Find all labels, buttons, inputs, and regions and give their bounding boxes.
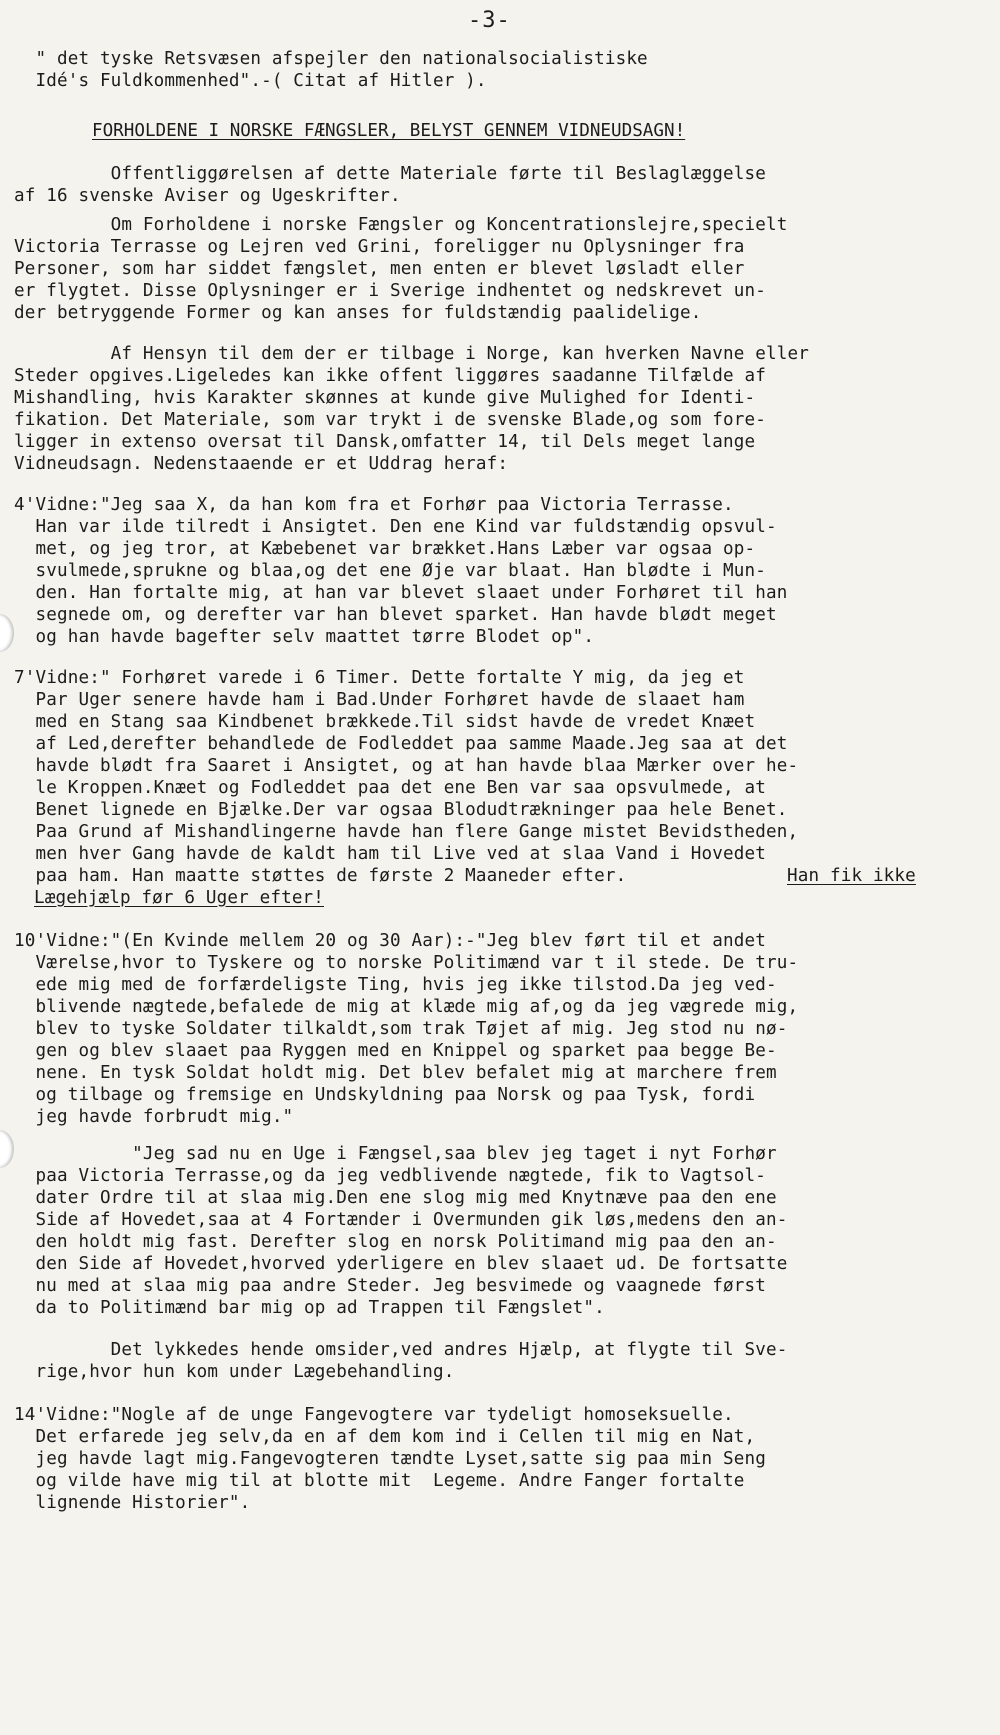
witness-10-statement: 10'Vidne:"(En Kvinde mellem 20 og 30 Aar):-"Jeg blev ført til et andet Værelse,hvor to Tyskere og to norske Politimænd var t il stede. De tru- ede mig med de forfærdeligste Ting, hvis jeg ikke tilstod.Da jeg ved- blivende nægtede,befalede de mig at klæde mig af,og da jeg vægrede mig, blev to tyske Soldater tilkaldt,som trak Tøjet af mig. Jeg stod nu nø- gen og blev slaaet paa Ryggen med en Knippel og sparket paa begge Be- nene. En tysk Soldat holdt mig. Det blev befalet mig at marchere frem og tilbage og fremsige en Undskyldning paa Norsk og paa Tysk, fordi jeg havde forbrudt mig."	[14, 931, 799, 1127]
punch-hole	[0, 614, 14, 652]
witness-7-underlined-a: Han fik ikke	[787, 866, 916, 886]
intro-paragraph-3: Af Hensyn til dem der er tilbage i Norge, kan hverken Navne eller Steder opgives.Ligeledes kan ikke offent liggøres saadanne Tilfælde af Mishandling, hvis Karakter skønnes at kunde give Mulighed for Identi- fikation. Det Materiale, som var trykt i de svenske Blade,og som fore- ligger in extenso oversat til Dansk,omfatter 14, til Dels meget lange Vidneudsagn. Nedenstaaende er et Uddrag heraf:	[14, 344, 809, 474]
witness-10-continuation: "Jeg sad nu en Uge i Fængsel,saa blev jeg taget i nyt Forhør paa Victoria Terrasse,og da jeg vedblivende nægtede, fik to Vagtsol- dater Ordre til at slaa mig.Den ene slog mig med Knytnæve paa den ene Side af Hovedet,saa at 4 Fortænder i Overmunden gik løs,medens den an- den holdt mig fast. Derefter slog en norsk Politimand mig paa den an- den Side af Hovedet,hvorved yderligere en blev slaaet ud. De fortsatte nu med at slaa mig paa andre Steder. Jeg besvimede og vaagnede først da to Politimænd bar mig op ad Trappen til Fængslet".	[35, 1144, 788, 1318]
page-number: -3-	[468, 8, 511, 33]
witness-7-underlined-b: Lægehjælp før 6 Uger efter!	[34, 888, 325, 908]
punch-hole	[0, 1130, 14, 1168]
witness-4-statement: 4'Vidne:"Jeg saa X, da han kom fra et Forhør paa Victoria Terrasse. Han var ilde tilredt i Ansigtet. Den ene Kind var fuldstændig opsvul- met, og jeg tror, at Kæbebenet var brækket.Hans Læber var ogsaa op- svulmede,sprukne og blaa,og det ene Øje var blaat. Han blødte i Mun- den. Han fortalte mig, at han var blevet slaaet under Forhøret til han segnede om, og derefter var han blevet sparket. Han havde blødt meget og han havde bagefter selv maattet tørre Blodet op".	[14, 495, 788, 647]
intro-paragraph-1: Offentliggørelsen af dette Materiale førte til Beslaglæggelse af 16 svenske Aviser og Ugeskrifter.	[14, 164, 766, 206]
witness-7-statement: 7'Vidne:" Forhøret varede i 6 Timer. Dette fortalte Y mig, da jeg et Par Uger senere havde ham i Bad.Under Forhøret havde de slaaet ham med en Stang saa Kindbenet brækkede.Til sidst havde de vredet Knæet af Led,derefter behandlede de Fodleddet paa samme Maade.Jeg saa at det havde blødt fra Saaret i Ansigtet, og at han havde blaa Mærker over he- le Kroppen.Knæet og Fodleddet paa det ene Ben var saa opsvulmede, at Benet lignede en Bjælke.Der var ogsaa Blodudtrækninger paa hele Benet. Paa Grund af Mishandlingerne havde han flere Gange mistet Bevidstheden, men hver Gang havde de kaldt ham til Live ved at slaa Vand i Hovedet paa ham. Han maatte støttes de første 2 Maaneder efter.	[14, 668, 799, 886]
intro-paragraph-2: Om Forholdene i norske Fængsler og Koncentrationslejre,specielt Victoria Terrasse og Lejren ved Grini, foreligger nu Oplysninger fra Personer, som har siddet fængslet, men enten er blevet løsladt eller er flygtet. Disse Oplysninger er i Sverige indhentet og nedskrevet un- der betryggende Former og kan anses for fuldstændig paalidelige.	[14, 215, 788, 323]
escape-paragraph: Det lykkedes hende omsider,ved andres Hjælp, at flygte til Sve- rige,hvor hun kom under Lægebehandling.	[35, 1340, 788, 1382]
witness-14-statement: 14'Vidne:"Nogle af de unge Fangevogtere var tydeligt homoseksuelle. Det erfarede jeg selv,da en af dem kom ind i Cellen til mig en Nat, jeg havde lagt mig.Fangevogteren tændte Lyset,satte sig paa min Seng og vilde have mig til at blotte mit Legeme. Andre Fanger fortalte lignende Historier".	[14, 1405, 766, 1513]
section-heading: FORHOLDENE I NORSKE FÆNGSLER, BELYST GENNEM VIDNEUDSAGN!	[92, 121, 686, 141]
hitler-quote: " det tyske Retsvæsen afspejler den nationalsocialistiske Idé's Fuldkommenhed".-( Citat af Hitler ).	[35, 49, 648, 91]
